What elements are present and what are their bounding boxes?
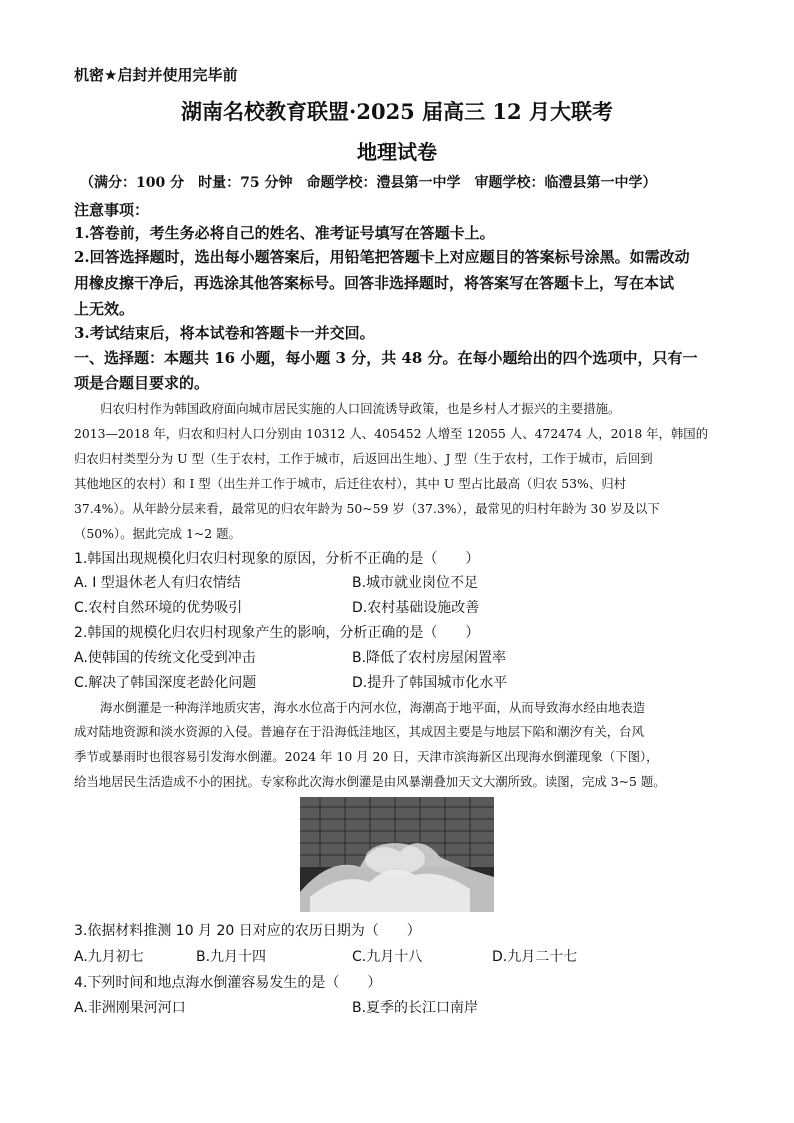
confidential-label: 机密★启封并使用完毕前 <box>74 66 238 84</box>
passage-1-line-5: 37.4%）。从年龄分层来看，最常见的归农年龄为 50~59 岁（37.3%），最常见的归村年龄为 30 岁及以下 <box>74 501 660 516</box>
question-2-option-a: A.使韩国的传统文化受到冲击 <box>74 650 256 666</box>
passage-1-line-2: 2013—2018 年，归农和归村人口分别由 10312 人、405452 人增至 12055 人、472474 人，2018 年，韩国的 <box>74 426 709 441</box>
notes-heading: 注意事项： <box>74 201 150 219</box>
question-3-stem: 3.依据材料推测 10 月 20 日对应的农历日期为（ ） <box>74 923 421 939</box>
note-2-line-2: 用橡皮擦干净后，再选涂其他答案标号。回答非选择题时，将答案写在答题卡上，写在本试 <box>74 274 675 292</box>
question-2-option-c: C.解决了韩国深度老龄化问题 <box>74 675 257 691</box>
question-3-option-d: D.九月二十七 <box>492 949 578 965</box>
passage-2-line-1: 海水倒灌是一种海洋地质灾害，海水水位高于内河水位，海潮高于地平面，从而导致海水经由地表造 <box>100 700 646 715</box>
note-2-line-1: 2.回答选择题时，选出每小题答案后，用铅笔把答题卡上对应题目的答案标号涂黑。如需改动 <box>74 248 690 266</box>
passage-2-line-4: 给当地居民生活造成不小的困扰。专家称此次海水倒灌是由风暴潮叠加天文大潮所致。读图，完成 3~5 题。 <box>74 774 666 789</box>
note-2-line-3: 上无效。 <box>74 300 135 318</box>
question-1-option-c: C.农村自然环境的优势吸引 <box>74 600 243 616</box>
passage-1-line-3: 归农归村类型分为 U 型（生于农村，工作于城市，后返回出生地）、J 型（生于农村，工作于城市，后回到 <box>74 451 653 466</box>
question-3-option-a: A.九月初七 <box>74 949 144 965</box>
question-1-option-a: A. I 型退休老人有归农情结 <box>74 575 241 591</box>
passage-2-line-2: 成对陆地资源和淡水资源的入侵。普遍存在于沿海低洼地区，其成因主要是与地层下陷和潮汐有关，台风 <box>74 724 644 739</box>
question-4-stem: 4.下列时间和地点海水倒灌容易发生的是（ ） <box>74 975 382 991</box>
question-4-option-a: A.非洲刚果河河口 <box>74 1000 186 1016</box>
subject-title: 地理试卷 <box>357 140 437 164</box>
seawater-intrusion-photo <box>300 797 494 912</box>
note-1: 1.答卷前，考生务必将自己的姓名、准考证号填写在答题卡上。 <box>74 224 495 242</box>
question-1-stem: 1.韩国出现规模化归农归村现象的原因，分析不正确的是（ ） <box>74 551 480 567</box>
passage-2-line-3: 季节或暴雨时也很容易引发海水倒灌。2024 年 10 月 20 日，天津市滨海新区出现海水倒灌现象（下图）， <box>74 749 659 764</box>
question-2-option-d: D.提升了韩国城市化水平 <box>352 675 508 691</box>
question-1-option-b: B.城市就业岗位不足 <box>352 575 479 591</box>
question-3-option-b: B.九月十四 <box>196 949 267 965</box>
exam-title: 湖南名校教育联盟·2025 届高三 12 月大联考 <box>181 99 613 124</box>
passage-1-line-1: 归农归村作为韩国政府面向城市居民实施的人口回流诱导政策，也是乡村人才振兴的主要措施。 <box>100 401 621 416</box>
section-heading-line-2: 项是合题目要求的。 <box>74 374 210 392</box>
question-2-option-b: B.降低了农村房屋闲置率 <box>352 650 507 666</box>
question-3-option-c: C.九月十八 <box>352 949 423 965</box>
note-3: 3.考试结束后，将本试卷和答题卡一并交回。 <box>74 324 375 342</box>
question-1-option-d: D.农村基础设施改善 <box>352 600 480 616</box>
question-4-option-b: B.夏季的长江口南岸 <box>352 1000 479 1016</box>
passage-1-line-4: 其他地区的农村）和 I 型（出生并工作于城市，后迁往农村），其中 U 型占比最高（归农 53%、归村 <box>74 476 626 491</box>
question-2-stem: 2.韩国的规模化归农归村现象产生的影响，分析正确的是（ ） <box>74 625 480 641</box>
passage-1-line-6: （50%）。据此完成 1~2 题。 <box>74 526 241 541</box>
exam-meta: （满分：100 分 时量：75 分钟 命题学校：澧县第一中学 审题学校：临澧县第一中学） <box>80 175 657 191</box>
section-heading-line-1: 一、选择题：本题共 16 小题，每小题 3 分，共 48 分。在每小题给出的四个选项中，只有一 <box>74 349 698 367</box>
